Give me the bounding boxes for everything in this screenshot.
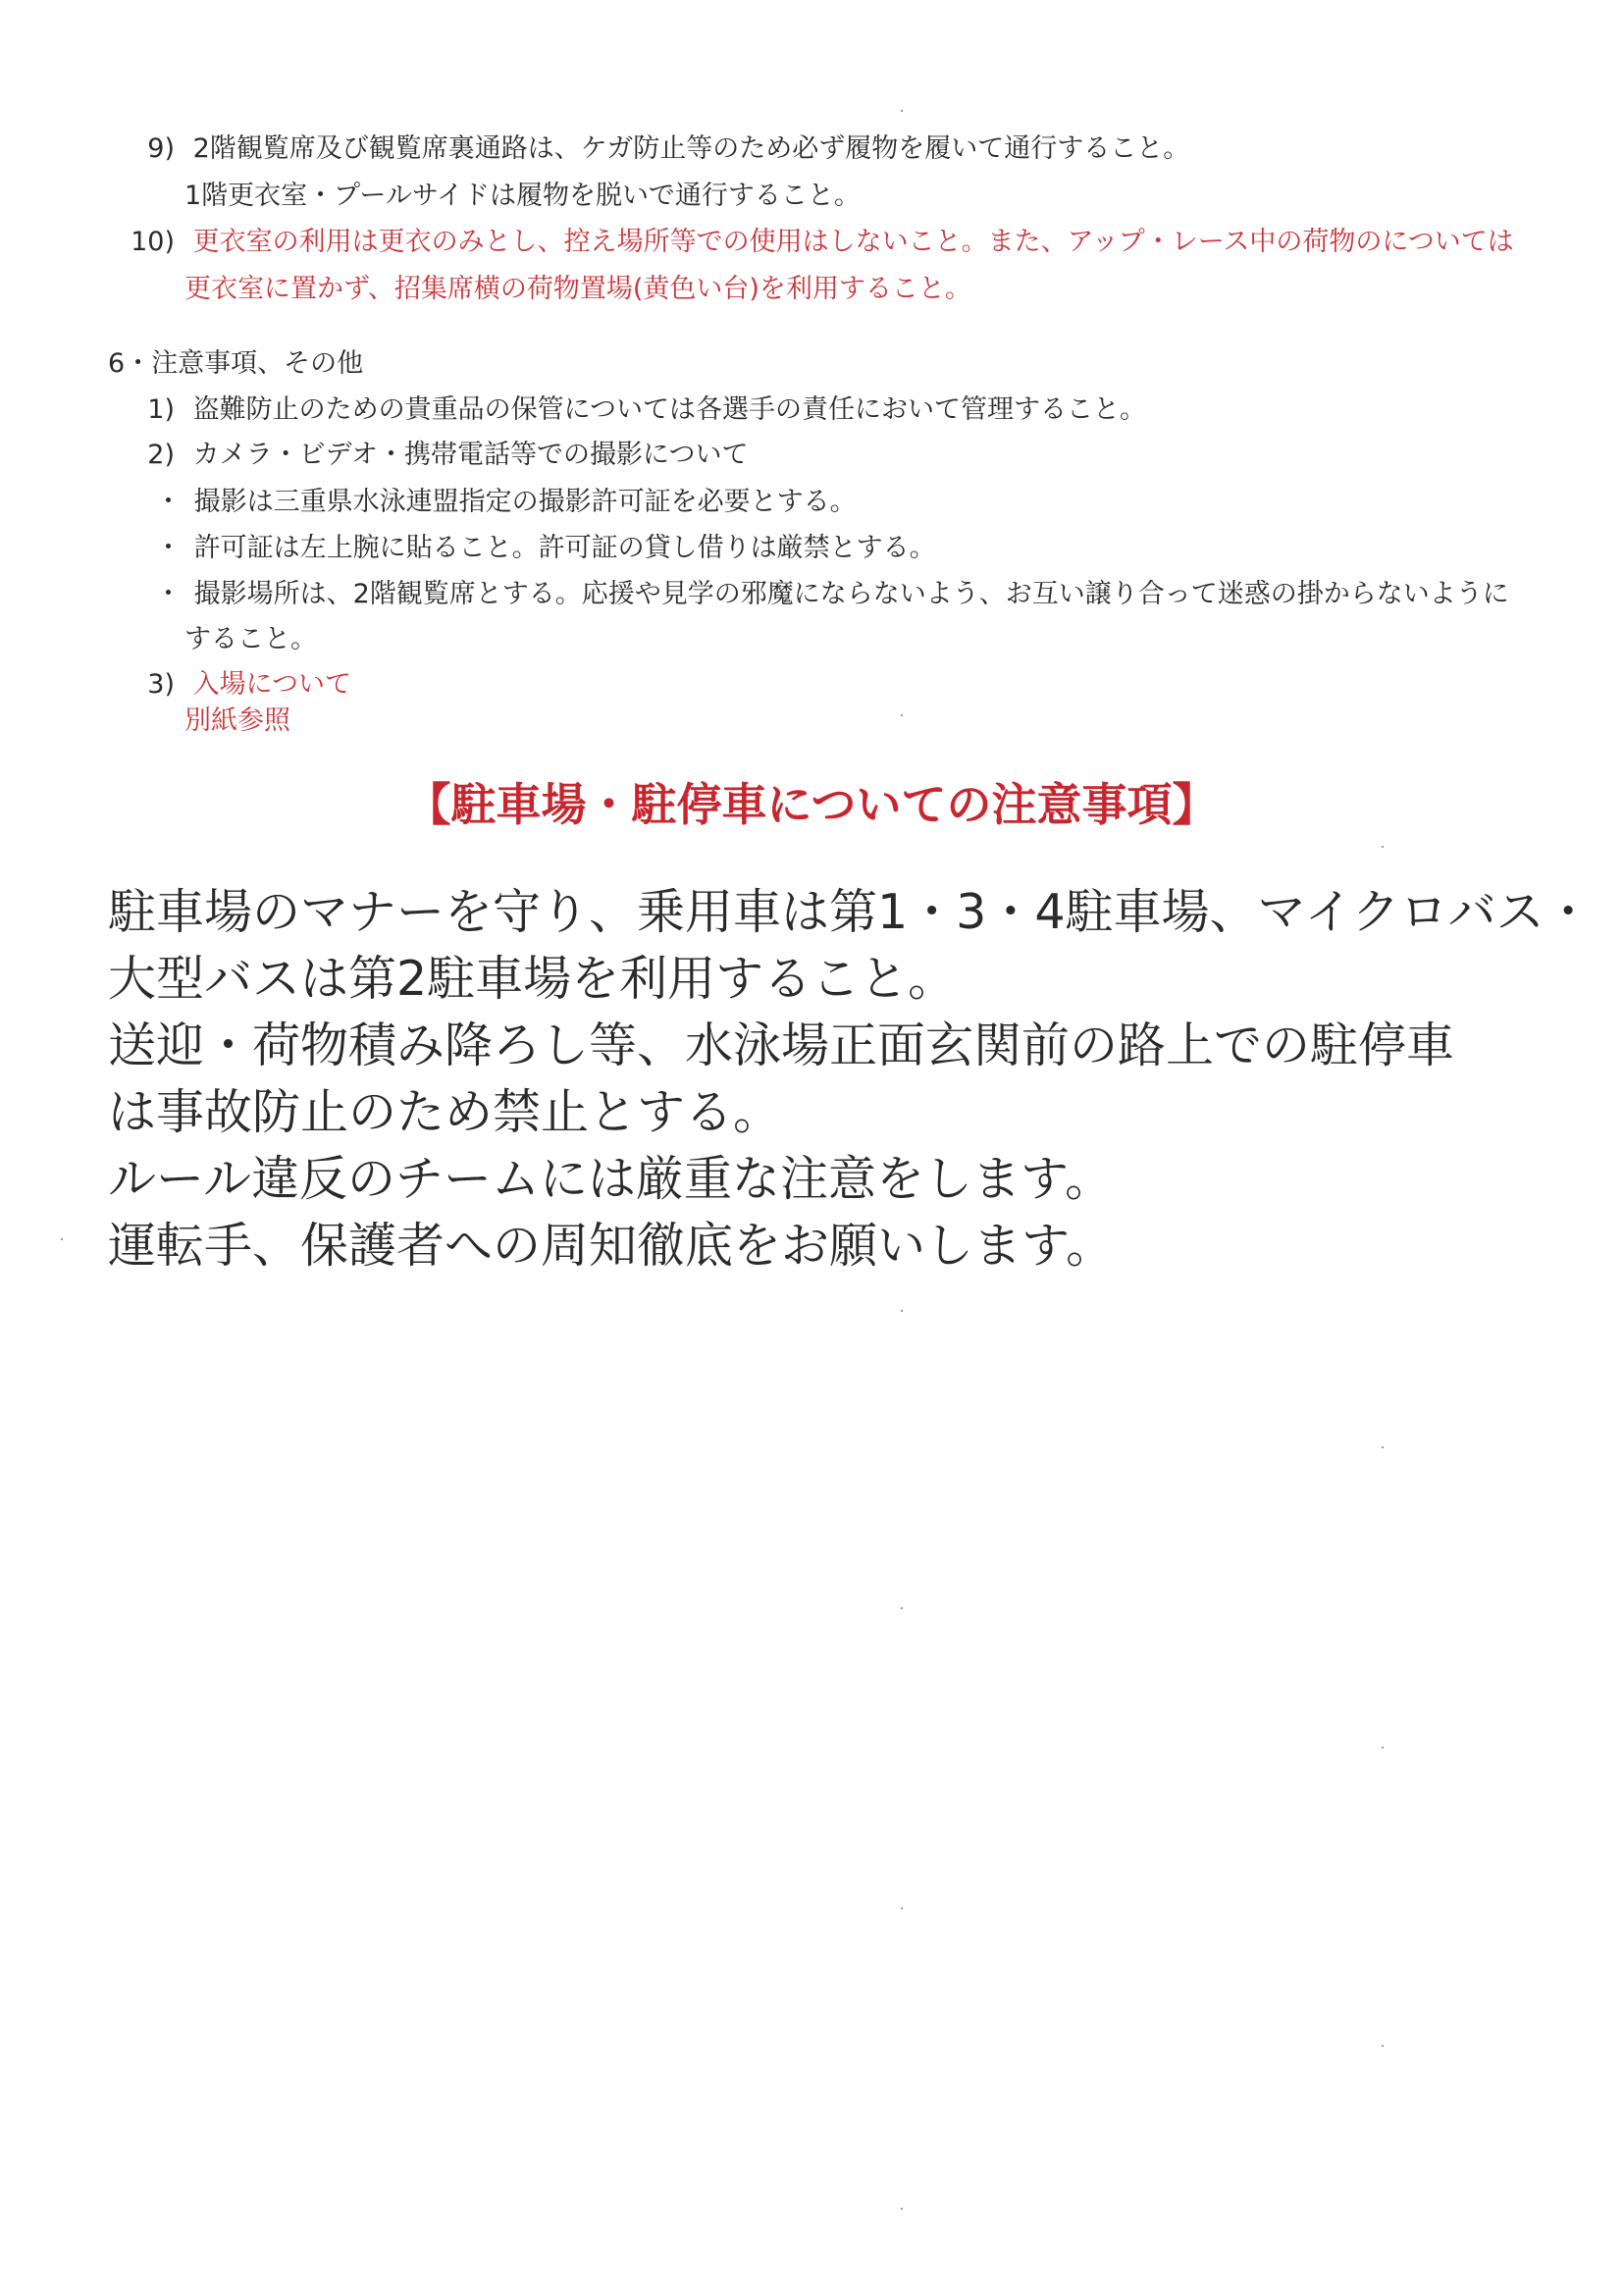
bullet-text: 許可証は左上腕に貼ること。許可証の貸し借りは厳禁とする。	[193, 533, 936, 563]
bullet-mark: ・	[155, 487, 182, 517]
section-6-item-1-text: 盗難防止のための貴重品の保管については各選手の責任において管理すること。	[192, 394, 1147, 425]
section-6-item-2-number: 2)	[147, 440, 175, 470]
scan-speck	[901, 714, 903, 716]
section-6-item-3-sub: 別紙参照	[184, 705, 290, 736]
section-6-item-3-text: 入場について	[192, 669, 352, 700]
item-9-text: 2階観覧席及び観覧席裏通路は、ケガ防止等のため必ず履物を履いて通行すること。	[192, 133, 1190, 164]
bullet-mark: ・	[155, 579, 182, 609]
bullet-item	[155, 577, 1509, 612]
bullet-mark: ・	[155, 533, 182, 563]
item-10-number: 10)	[131, 227, 175, 257]
parking-line-5: ルール違反のチームには厳重な注意をします。	[108, 1151, 1114, 1207]
scan-speck	[61, 1238, 63, 1240]
parking-line-3: 送迎・荷物積み降ろし等、水泳場正面玄関前の路上での駐停車	[108, 1018, 1455, 1073]
parking-heading: 【駐車場・駐停車についての注意事項】	[405, 778, 1218, 831]
bullet-text-continuation: すること。	[184, 624, 317, 654]
bullet-item	[155, 531, 936, 566]
section-6-item-2-text: カメラ・ビデオ・携帯電話等での撮影について	[192, 440, 749, 470]
item-9-number: 9)	[147, 133, 175, 164]
section-6-item-3-number: 3)	[147, 669, 175, 700]
item-10-line-1	[116, 225, 1514, 260]
scan-speck	[901, 1607, 903, 1609]
parking-line-4: は事故防止のため禁止とする。	[108, 1084, 782, 1140]
section-6-item-3	[126, 667, 351, 703]
bullet-item	[155, 485, 857, 520]
scan-speck	[1382, 846, 1384, 848]
scan-speck	[901, 2208, 903, 2210]
scan-speck	[1382, 1446, 1384, 1448]
item-9-line-1	[126, 131, 1189, 167]
section-6-title: 6・注意事項、その他	[108, 348, 364, 379]
parking-line-2: 大型バスは第2駐車場を利用すること。	[108, 951, 957, 1007]
scan-speck	[901, 110, 903, 112]
scan-speck	[901, 1907, 903, 1909]
scan-speck	[901, 1310, 903, 1312]
section-6-item-2	[126, 438, 749, 473]
section-6-item-1-number: 1)	[147, 394, 175, 425]
item-9-line-2: 1階更衣室・プールサイドは履物を脱いで通行すること。	[184, 181, 861, 211]
bullet-text: 撮影は三重県水泳連盟指定の撮影許可証を必要とする。	[193, 487, 857, 517]
bullet-text: 撮影場所は、2階観覧席とする。応援や見学の邪魔にならないよう、お互い譲り合って迷惑の掛からないように	[193, 579, 1509, 609]
scan-speck	[1382, 1747, 1384, 1748]
item-10-text: 更衣室の利用は更衣のみとし、控え場所等での使用はしないこと。また、アップ・レース中の荷物のについては	[192, 227, 1514, 257]
parking-line-6: 運転手、保護者への周知徹底をお願いします。	[108, 1218, 1115, 1274]
parking-line-1: 駐車場のマナーを守り、乗用車は第1・3・4駐車場、マイクロバス・	[108, 884, 1593, 940]
item-10-line-2: 更衣室に置かず、招集席横の荷物置場(黄色い台)を利用すること。	[184, 274, 971, 304]
scan-speck	[1382, 2045, 1384, 2047]
section-6-item-1	[126, 392, 1146, 428]
